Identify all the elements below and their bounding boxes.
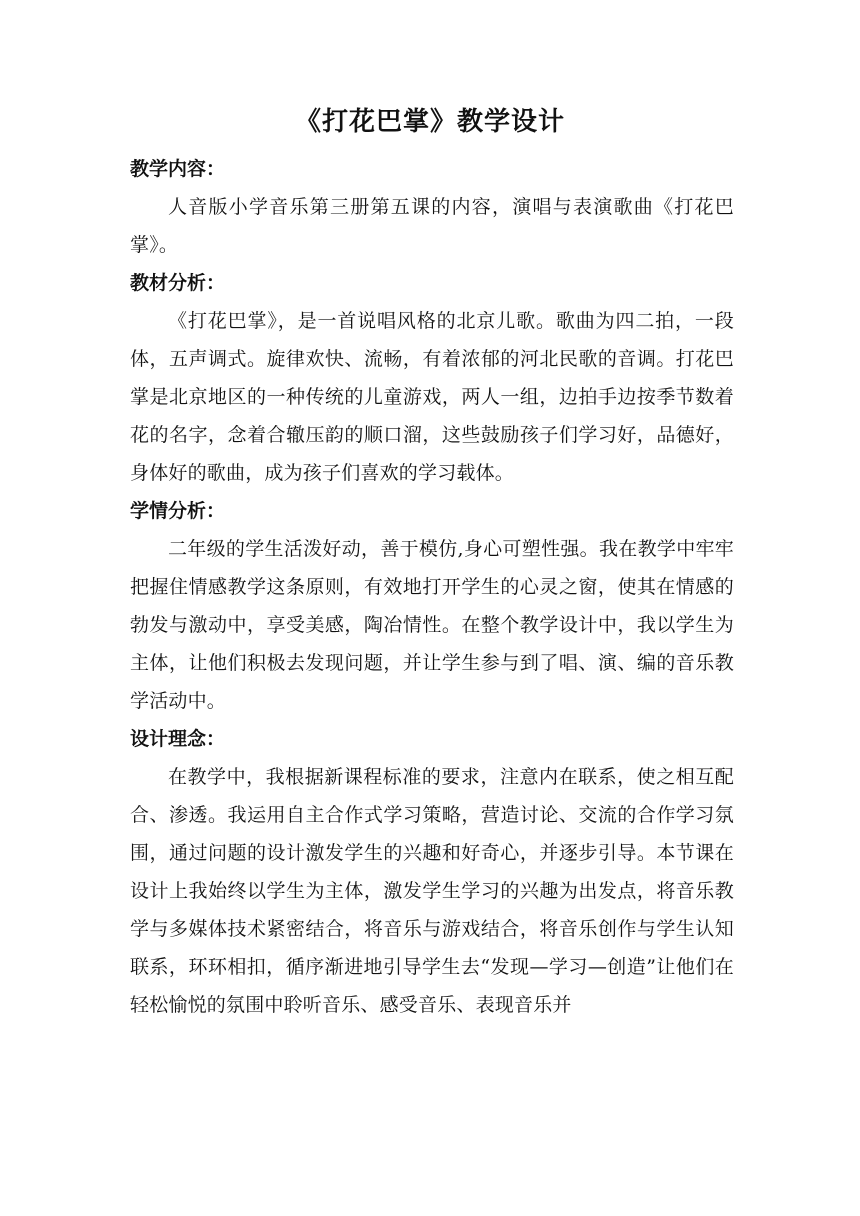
section-student-analysis xyxy=(130,492,734,720)
section-paragraph: 在教学中，我根据新课程标准的要求，注意内在联系，使之相互配合、渗透。我运用自主合作式学习策略，营造讨论、交流的合作学习氛围，通过问题的设计激发学生的兴趣和好奇心，并逐步引导。本节课在设计上我始终以学生为主体，激发学生学习的兴趣为出发点，将音乐教学与多媒体技术紧密结合，将音乐与游戏结合，将音乐创作与学生认知联系，环环相扣，循序渐进地引导学生去“发现—学习—创造”让他们在轻松愉悦的氛围中聆听音乐、感受音乐、表现音乐并 xyxy=(130,766,734,1016)
section-material-analysis xyxy=(130,264,734,492)
section-paragraph: 《打花巴掌》，是一首说唱风格的北京儿歌。歌曲为四二拍，一段体，五声调式。旋律欢快、流畅，有着浓郁的河北民歌的音调。打花巴掌是北京地区的一种传统的儿童游戏，两人一组，边拍手边按季节数着花的名字，念着合辙压韵的顺口溜，这些鼓励孩子们学习好，品德好，身体好的歌曲，成为孩子们喜欢的学习载体。 xyxy=(130,310,734,484)
section-design-concept xyxy=(130,720,734,1024)
document-title: 《打花巴掌》教学设计 xyxy=(294,107,565,137)
section-teaching-content xyxy=(130,150,734,264)
section-heading: 设计理念： xyxy=(130,728,226,750)
section-heading: 教材分析： xyxy=(130,272,226,294)
section-heading: 学情分析： xyxy=(130,500,226,522)
document-body xyxy=(130,150,734,1024)
section-paragraph: 人音版小学音乐第三册第五课的内容，演唱与表演歌曲《打花巴掌》。 xyxy=(130,196,734,256)
section-heading: 教学内容： xyxy=(130,158,226,180)
section-paragraph: 二年级的学生活泼好动，善于模仿,身心可塑性强。我在教学中牢牢把握住情感教学这条原则，有效地打开学生的心灵之窗，使其在情感的勃发与激动中，享受美感，陶冶情性。在整个教学设计中，我以学生为主体，让他们积极去发现问题，并让学生参与到了唱、演、编的音乐教学活动中。 xyxy=(130,538,734,712)
